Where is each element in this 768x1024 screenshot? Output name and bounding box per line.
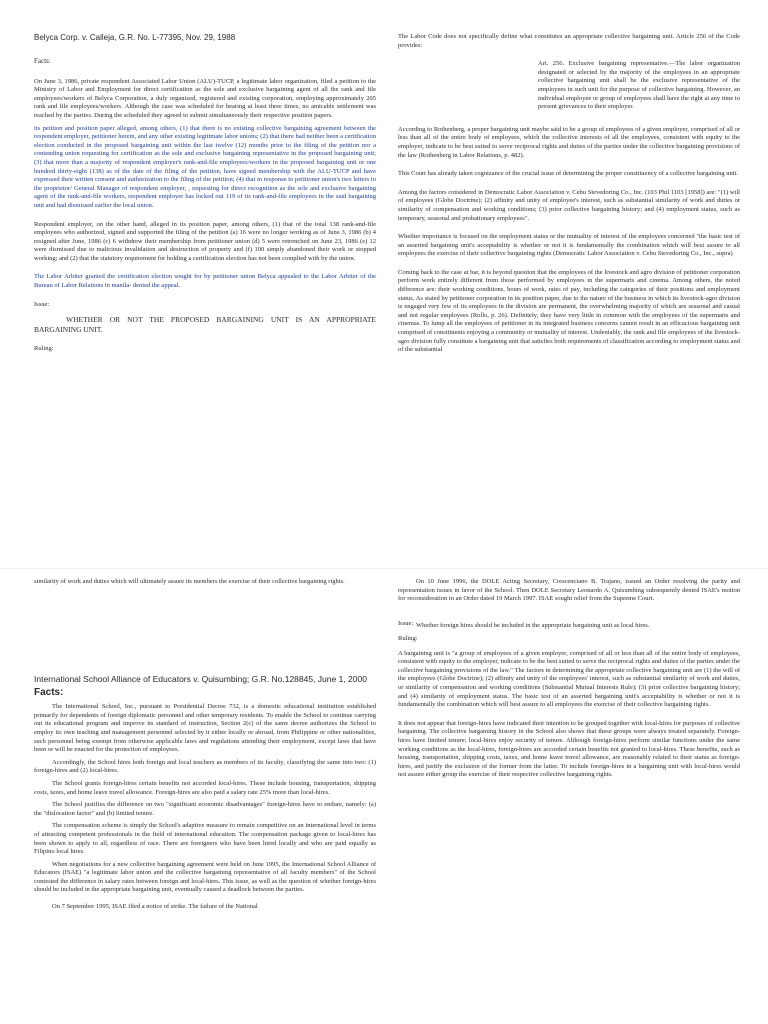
case-title-belyca: Belyca Corp. v. Calleja, G.R. No. L-77395, Nov. 29, 1988 [34,33,236,42]
dole-order-paragraph: On 10 June 1996, the DOLE Acting Secretary, Crescenciano B. Trajano, issued an Order resolving the parity and representation issues in favor of the School. Then DOLE Secretary Leonardo A. Quisumbing subsequently denied ISAE's motion for reconsideration in an Order dated 19 March 1997. ISAE sought relief from the Supreme Court. [398,578,740,603]
facts-label: Facts: [34,57,51,65]
issue-label: Issue: [34,300,50,308]
school-paragraph: The International School, Inc., pursuant to Presidential Decree 732, is a domestic educational institution established primarily for dependents of foreign diplomatic personnel and other temporary residents. To enable the School to continue carrying out its educational program and improve its standard of instruction, Section 2(c) of the same decree authorizes the School to employ its own teaching and management personnel selected by it either locally or abroad, from Philippine or other nationalities, such personnel being exempt from otherwise applicable laws and regulations attending their employment, except laws that have been or will be enacted for the protection of employees. [34,703,376,754]
case-title-isae: International School Alliance of Educators v. Quisumbing; G.R. No.128845, June 1, 2000 [34,673,367,684]
factors-paragraph: Among the factors considered in Democratic Labor Association v. Cebu Stevedoring Co., Inc. (103 Phil 1103 [1958]) are: "(1) will of employees (Globe Doctrine); (2) affinity and unity of employee's interest, such as substantial similarity of work and duties or similarity of compensation and working conditions; (3) prior collective bargaining history; and (4) employment status, such as temporary, seasonal and probationary employees". [398,188,740,222]
justification-paragraph: The School justifies the difference on two "significant economic disadvantages" foreign-hires have to endure, namely: (a) the "dislocation factor" and (b) limited tenure. [34,801,376,817]
hiring-paragraph: Accordingly, the School hires both foreign and local teachers as members of its faculty, classifying the same into two: (1) foreign-hires and (2) local-hires. [34,758,376,775]
facts-label-2: Facts: [34,686,64,698]
facts-paragraph: On June 3, 1986, private respondent Associated Labor Union (ALU)-TUCP, a legitimate labor organization, filed a petition to the Ministry of Labor and Employment for direct certification as the sole and exclusive bargaining agent of all the rank and file employees/workers of Belyca Corporation, a duly organized, registered and existing corporation, employing approximately 205 rank and file employees/workers. Although the case was scheduled for hearing at least three times, no amicable settlement was reached by the parties. During the scheduled they agreed to submit simultaneously their respective position papers. [34,77,376,119]
employer-position-paragraph: Respondent employer, on the other hand, alleged in its position paper, among others, (1) that of the total 138 rank-and-file employees who authorized, signed and supported the filing of the petition (a) 16 were no longer working as of June 3, 1986 (b) 4 resigned after June, 1986 (c) 6 withdrew their membership from petitioner union (d) 5 were retrenched on June 23, 1986 (e) 12 were dismissed due to malicious invalidation and destruction of property and (f) 100 simply abandoned their work or stopped working; and (2) that the statutory requirement for holding a certification election has not been complied with by the union. [34,220,376,262]
employment-status-paragraph: Whether importance is focused on the employment status or the mutuality of interest of the employees concerned "the basic test of an asserted bargaining unit's acceptability is whether or not it is fundamentally the combination which will best assure to all employees the exercise of their collective bargaining rights (Democratic Labor Association v. Cebu Stevedoring Co., Inc., supra) [398,233,740,258]
foreign-hires-conclusion: It does not appear that foreign-hires have indicated their intention to be grouped together with local-hires for purposes of collective bargaining. The collective bargaining history in the School also shows that these groups were always treated separately. Foreign-hires have limited tenure; local-hires enjoy security of tenure. Although foreign-hires perform similar functions under the same working conditions as the local-hires, foreign-hires are accorded certain benefits not granted to local-hires. These benefits, such as housing, transportation, shipping costs, taxes, and home leave travel allowance, are reasonably related to their status as foreign-hires, and justify the exclusion of the former from the latter. To include foreign-hires in a bargaining unit with local-hires would not assure either group the exercise of their respective collective bargaining rights. [398,719,740,779]
document-page-2 [0,568,768,1024]
page1-right-column [398,33,740,365]
labor-code-intro: The Labor Code does not specifically define what constitutes an appropriate collective bargaining unit. Article 256 of the Code provides: [398,33,740,49]
ruling-label-2: Ruling: [398,634,418,642]
benefits-paragraph: The School grants foreign-hires certain benefits not accorded local-hires. These include housing, transportation, shipping costs, taxes, and home leave travel allowance. Foreign-hires are also paid a salary rate 25% more than local-hires. [34,779,376,796]
page2-left-column [34,578,376,916]
rothenberg-paragraph: According to Rothenberg, a proper bargaining unit maybe said to be a group of employees of a given employer, comprised of all or less than all of the entire body of employees, which the collective interests of all the employees, consistent with equity to the employer, indicate to be best suited to serve reciprocal rights and duties of the parties under the collective bargaining provisions of the law (Rothenberg in Labor Relations, p. 482). [398,125,740,159]
issue-label-2: Issue: [398,619,414,627]
ruling-label: Ruling: [34,345,54,353]
petition-allegations-paragraph: its petition and position paper alleged, among others, (1) that there is no existing collective bargaining agreement between the respondent employer, petitioner herein, and any other existing legitimate labor unions; (2) that there had neither been a certification election conducted in the proposed bargaining unit within the last twelve (12) months prior to the filing of the petition nor a contending union requesting for certification as the sole and exclusive bargaining representative in the proposed bargaining unit; (3) that more than a majority of respondent employer's rank-and-file employees/workers in the proposed bargaining unit or one hundred thirty-eight (138) as of the date of the filing of the petition, have signed membership with the ALU-TUCP and have expressed their written consent and authorization to the filing of the petition; (4) that in response to petitioner union's two letters to the proprietor/ General Manager of respondent employer, , requesting for direct recognition as the sole and exclusive bargaining agent of the rank-and-file workers, respondent employer has locked out 119 of its rank-and-file employees in the said bargaining unit and had dismissed earlier the local union. [34,124,376,209]
negotiations-paragraph: When negotiations for a new collective bargaining agreement were held on June 1995, the International School Alliance of Educators (ISAE) "a legitimate labor union and the collective bargaining representative of all faculty members" of the School contested the difference in salary rates between foreign and local-hires. This issue, as well as the question of whether foreign-hires should be included in the appropriate bargaining unit, eventually caused a deadlock between the parties. [34,860,376,894]
cognizance-paragraph: This Court has already taken cognizance of the crucial issue of determining the proper constituency of a collective bargaining unit. [398,170,738,178]
case-at-bar-paragraph: Coming back to the case at bar, it is beyond question that the employees of the livestock and agro division of petitioner corporation perform work entirely different from those performed by employees in the supermarts and cinema. Among others, the noted difference are: their working conditions, hours of work, rates of pay, including the categories of their positions and employment status. As stated by petitioner corporation in its position paper, due to the nature of the business in which its livestock-agro division is engaged very few of its employees in the division are permanent, the overwhelming majority of which are seasonal and casual and not regular employees (Rollo, p. 26). Definitely, they have very little in common with the employees of the supermarts and cinemas. To lump all the employees of petitioner in its integrated business concerns cannot result in an efficacious bargaining unit comprised of constituents enjoying a community or mutuality of interest. Undeniably, the rank and file employees of the livestock-agro division fully constitute a bargaining unit that satisfies both requirements of classification according to employment status and of the substantial [398,268,740,354]
issue-text: WHETHER OR NOT THE PROPOSED BARGAINING UNIT IS AN APPROPRIATE BARGAINING UNIT. [34,315,376,335]
page1-left-column [34,33,376,364]
strike-paragraph: On 7 September 1995, ISAE filed a notice of strike. The failure of the National [52,903,258,911]
page2-right-column [398,578,740,790]
labor-arbiter-paragraph: The Labor Arbiter granted the certification election sought for by petitioner union Belyca appealed to the Labor Arbiter of the Bureau of Labor Relations in manila- denied the appeal. [34,273,376,290]
article-256-quote: Art. 256. Exclusive bargaining representative.—The labor organization designated or selected by the majority of the employees in an appropriate collective bargaining unit shall be the exclusive representative of the employees in such unit for the purpose of collective bargaining. However, an individual employee or group of employees shall have the right at any time to present grievances to their employer. [538,60,740,111]
compensation-paragraph: The compensation scheme is simply the School's adaptive measure to remain competitive on an international level in terms of attracting competent professionals in the field of international education. The compensation package given to local-hires has been shown to apply to all, regardless of race. There are foreigners who have been hired locally and who are paid equally as Filipino local hires. [34,822,376,856]
bargaining-unit-ruling: A bargaining unit is "a group of employees of a given employer, comprised of all or less than all of the entire body of employees, consistent with equity to the employer, indicate to be the best suited to serve the reciprocal rights and duties of the parties under the collective bargaining provisions of the law." The factors in determining the appropriate collective bargaining unit are (1) the will of the employees (Globe Doctrine); (2) affinity and unity of the employees' interest, such as substantial similarity of work and duties, or similarity of compensation and working conditions (Substantial Mutual Interests Rule); (3) prior collective bargaining history; and (4) similarity of employment status. The basic test of an asserted bargaining unit's acceptability is whether or not it is fundamentally the combination which will best assure to all employees the exercise of their collective bargaining rights. [398,649,740,709]
continuation-paragraph: similarity of work and duties which will ultimately assure its members the exercise of their collective bargaining rights. [34,578,345,585]
issue-text-2: Whether foreign hires should be included in the appropriate bargaining unit as local hires. [416,622,650,630]
